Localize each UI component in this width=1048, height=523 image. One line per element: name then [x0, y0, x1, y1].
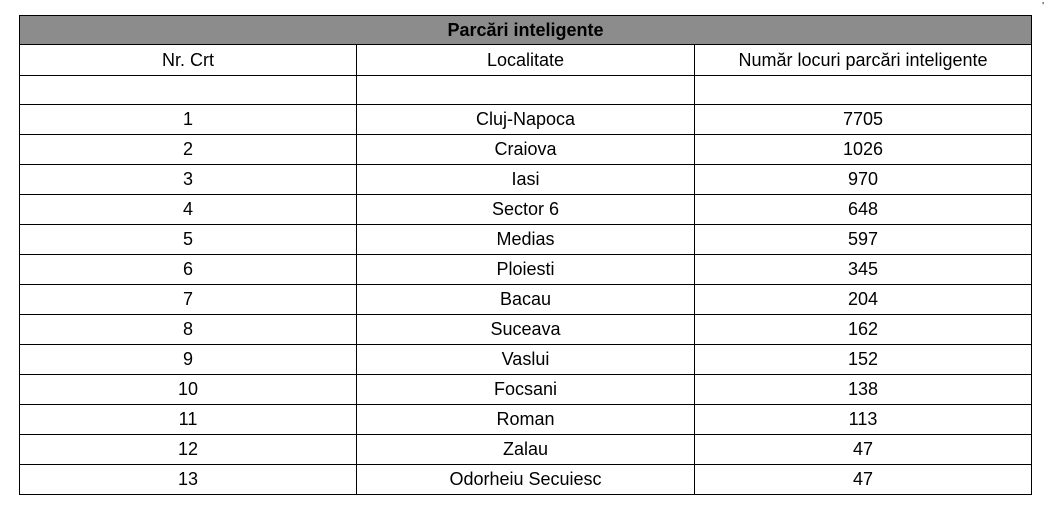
table-row	[20, 285, 1032, 315]
cell-numar-locuri: 970	[695, 165, 1032, 195]
cell-localitate: Roman	[357, 405, 695, 435]
cell-numar-locuri: 1026	[695, 135, 1032, 165]
cell-localitate: Cluj-Napoca	[357, 105, 695, 135]
parking-table-container	[19, 15, 1031, 495]
cell-nr-crt: 3	[20, 165, 357, 195]
table-row	[20, 105, 1032, 135]
table-row	[20, 195, 1032, 225]
table-body	[20, 76, 1032, 495]
cell-nr-crt: 10	[20, 375, 357, 405]
cell-nr-crt: 4	[20, 195, 357, 225]
table-row	[20, 225, 1032, 255]
empty-cell	[20, 76, 357, 105]
table-row	[20, 255, 1032, 285]
cell-numar-locuri: 138	[695, 375, 1032, 405]
cell-numar-locuri: 345	[695, 255, 1032, 285]
corner-mark: '	[1042, 1, 1044, 12]
cell-numar-locuri: 113	[695, 405, 1032, 435]
cell-numar-locuri: 7705	[695, 105, 1032, 135]
cell-localitate: Vaslui	[357, 345, 695, 375]
cell-localitate: Bacau	[357, 285, 695, 315]
cell-localitate: Zalau	[357, 435, 695, 465]
empty-cell	[695, 76, 1032, 105]
empty-cell	[357, 76, 695, 105]
column-header-localitate: Localitate	[357, 45, 695, 76]
cell-localitate: Craiova	[357, 135, 695, 165]
cell-numar-locuri: 152	[695, 345, 1032, 375]
cell-nr-crt: 6	[20, 255, 357, 285]
cell-nr-crt: 5	[20, 225, 357, 255]
cell-localitate: Ploiesti	[357, 255, 695, 285]
cell-localitate: Sector 6	[357, 195, 695, 225]
parking-table	[19, 15, 1032, 495]
cell-nr-crt: 11	[20, 405, 357, 435]
cell-nr-crt: 8	[20, 315, 357, 345]
column-header-numar-locuri: Număr locuri parcări inteligente	[695, 45, 1032, 76]
cell-localitate: Suceava	[357, 315, 695, 345]
cell-nr-crt: 12	[20, 435, 357, 465]
table-header-row	[20, 45, 1032, 76]
column-header-nr-crt: Nr. Crt	[20, 45, 357, 76]
table-row	[20, 465, 1032, 495]
cell-numar-locuri: 162	[695, 315, 1032, 345]
table-title: Parcări inteligente	[20, 16, 1032, 45]
cell-localitate: Medias	[357, 225, 695, 255]
cell-nr-crt: 7	[20, 285, 357, 315]
cell-nr-crt: 2	[20, 135, 357, 165]
cell-nr-crt: 9	[20, 345, 357, 375]
empty-row	[20, 76, 1032, 105]
table-row	[20, 135, 1032, 165]
cell-nr-crt: 13	[20, 465, 357, 495]
cell-numar-locuri: 47	[695, 465, 1032, 495]
cell-numar-locuri: 47	[695, 435, 1032, 465]
cell-numar-locuri: 204	[695, 285, 1032, 315]
table-title-row	[20, 16, 1032, 45]
cell-numar-locuri: 597	[695, 225, 1032, 255]
cell-numar-locuri: 648	[695, 195, 1032, 225]
cell-localitate: Focsani	[357, 375, 695, 405]
table-row	[20, 375, 1032, 405]
table-row	[20, 405, 1032, 435]
table-row	[20, 315, 1032, 345]
cell-nr-crt: 1	[20, 105, 357, 135]
cell-localitate: Iasi	[357, 165, 695, 195]
table-row	[20, 435, 1032, 465]
table-row	[20, 165, 1032, 195]
cell-localitate: Odorheiu Secuiesc	[357, 465, 695, 495]
table-row	[20, 345, 1032, 375]
